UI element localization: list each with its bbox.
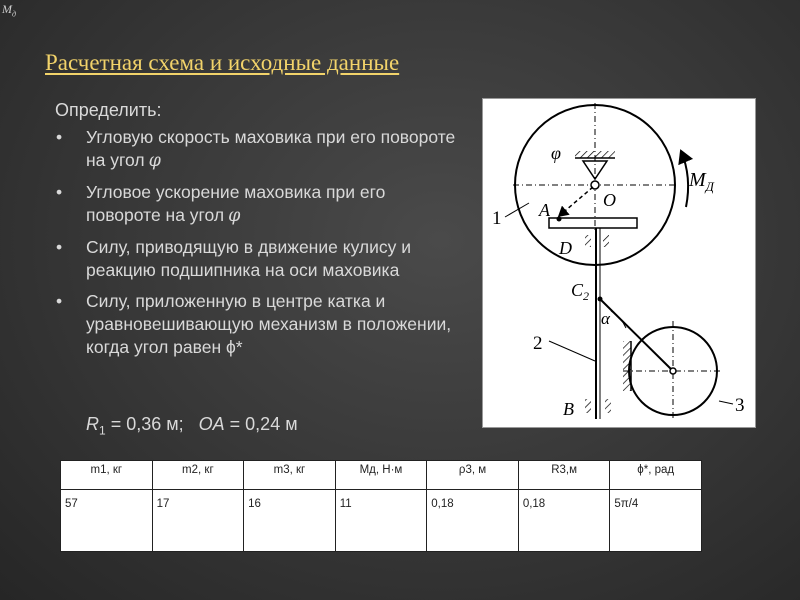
link-C2 xyxy=(600,299,673,371)
lead-text: Определить: xyxy=(55,100,162,120)
wall-hatch xyxy=(623,341,631,391)
table-cell: 17 xyxy=(152,490,244,552)
task-item xyxy=(55,126,460,173)
label-alpha: α xyxy=(601,309,610,328)
label-B: B xyxy=(563,399,574,419)
table-cell: 0,18 xyxy=(518,490,610,552)
task-list xyxy=(55,126,460,367)
bullet-icon: • xyxy=(56,291,63,311)
task-text: Угловую скорость маховика при его повороте на угол xyxy=(86,127,456,170)
label-A: A xyxy=(539,200,550,220)
bullet-icon: • xyxy=(56,127,63,147)
table-header-cell: m2, кг xyxy=(152,461,244,490)
bullet-icon: • xyxy=(56,182,63,202)
crank-OA xyxy=(559,187,593,216)
label-2: 2 xyxy=(533,333,543,354)
table-header-cell: m1, кг xyxy=(61,461,153,490)
slider-pin-A xyxy=(557,217,562,222)
table-header-row xyxy=(61,461,702,490)
task-item xyxy=(55,290,460,359)
given-parameters: $R_1 = 0,36$ м; OA = 0,24 м xyxy=(86,414,298,438)
moment-arrow xyxy=(681,151,688,207)
label-O: O xyxy=(603,190,616,210)
source-data-table xyxy=(60,460,702,552)
task-item xyxy=(55,181,460,228)
support-hatch xyxy=(575,151,615,158)
label-phi: φ xyxy=(551,143,561,163)
task-text: Силу, приложенную в центре катка и уравновешивающую механизм в положении, когда угол равен ϕ* xyxy=(86,291,452,357)
label-C2: $C_2$ xyxy=(571,280,590,303)
table-header-cell: Mд, Н·м xyxy=(335,461,427,490)
slider-bar xyxy=(549,218,637,228)
label-3: 3 xyxy=(735,395,745,416)
slide-title: Расчетная схема и исходные данные xyxy=(45,50,400,75)
table-cell: 5π/4 xyxy=(610,490,702,552)
label-M: $M_Д$ xyxy=(689,169,714,194)
table-header-cell: m3, кг xyxy=(244,461,336,490)
label-D: D xyxy=(559,238,572,258)
table-cell: 57 xyxy=(61,490,153,552)
phi-symbol: φ xyxy=(148,151,161,171)
table-cell: 16 xyxy=(244,490,336,552)
table-cell: 11 xyxy=(335,490,427,552)
phi-symbol: φ xyxy=(228,206,241,226)
table-header-cell: ϕ*, рад xyxy=(610,461,702,490)
table-header-cell: ρ3, м xyxy=(427,461,519,490)
table-cell: 0,18 xyxy=(427,490,519,552)
task-text: Силу, приводящую в движение кулису и реакцию подшипника на оси маховика xyxy=(86,237,412,280)
task-item xyxy=(55,236,460,282)
bullet-icon: • xyxy=(56,237,63,257)
label-1: 1 xyxy=(492,208,502,229)
task-text: Угловое ускорение маховика при его повороте на угол xyxy=(86,182,386,225)
table-header-cell: R3,м xyxy=(518,461,610,490)
corner-mark: $M_д$ xyxy=(2,2,17,19)
table-row xyxy=(61,490,702,552)
mechanism-diagram xyxy=(482,98,756,428)
